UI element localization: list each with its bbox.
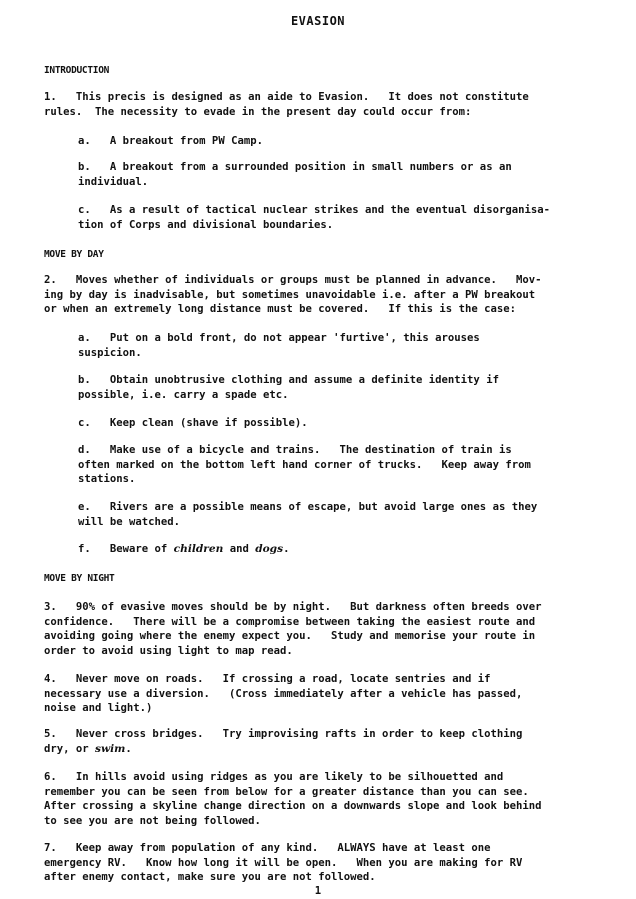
heading-move-by-night: MOVE BY NIGHT: [44, 573, 115, 584]
paragraph-3: 3. 90% of evasive moves should be by night. But darkness often breeds over confidence. There will be a compromise between taking the easiest route and avoiding going where the enemy expect you. Study and memorise your route in order to avoid using light to map read.: [44, 601, 542, 657]
page-title: EVASION: [290, 14, 346, 28]
item-2f: [78, 542, 600, 557]
item-2a: a. Put on a bold front, do not appear 'furtive', this arouses suspicion.: [78, 332, 480, 359]
paragraph-4: 4. Never move on roads. If crossing a road, locate sentries and if necessary use a diversion. (Cross immediately after a vehicle has passed, noise and light.): [44, 673, 523, 715]
paragraph-6: 6. In hills avoid using ridges as you are likely to be silhouetted and remember you can be seen from below for a greater distance than you can see. After crossing a skyline change direction on a downwards slope and look behind to see you are not being followed.: [44, 771, 542, 827]
paragraph-7: 7. Keep away from population of any kind. ALWAYS have at least one emergency RV. Know how long it will be open. When you are making for RV after enemy contact, make sure you are not followed.: [44, 842, 523, 884]
paragraph-5-swim: swim: [95, 742, 126, 755]
item-1c: c. As a result of tactical nuclear strikes and the eventual disorganisa- tion of Corps and divisional boundaries.: [78, 204, 550, 231]
item-2f-children: children: [173, 543, 224, 555]
paragraph-2: 2. Moves whether of individuals or groups must be planned in advance. Mov- ing by day is inadvisable, but sometimes unavoidable i.e. after a PW breakout or when an extremely long distance must be covered. If this is the case:: [44, 274, 542, 316]
paragraph-5-text: 5. Never cross bridges. Try improvising rafts in order to keep clothing dry, or: [44, 728, 523, 755]
paragraph-5: [44, 727, 600, 756]
item-1a: a. A breakout from PW Camp.: [78, 135, 263, 147]
item-2d: d. Make use of a bicycle and trains. The destination of train is often marked on the bottom left hand corner of trucks. Keep away from stations.: [78, 444, 531, 486]
item-2c: c. Keep clean (shave if possible).: [78, 417, 308, 429]
heading-introduction: INTRODUCTION: [44, 65, 110, 76]
item-2b: b. Obtain unobtrusive clothing and assume a definite identity if possible, i.e. carry a spade etc.: [78, 374, 499, 401]
item-2f-prefix: f. Beware of: [78, 543, 174, 555]
paragraph-1: 1. This precis is designed as an aide to Evasion. It does not constitute rules. The necessity to evade in the present day could occur from:: [44, 91, 529, 118]
item-2f-dogs: dogs: [255, 543, 284, 555]
item-2f-and: and: [223, 543, 256, 555]
item-2e: e. Rivers are a possible means of escape, but avoid large ones as they will be watched.: [78, 501, 538, 528]
item-1b: b. A breakout from a surrounded position in small numbers or as an individual.: [78, 161, 512, 188]
heading-move-by-day: MOVE BY DAY: [44, 249, 104, 260]
item-2f-end: .: [283, 543, 290, 555]
paragraph-5-end: .: [125, 742, 132, 755]
page-number: 1: [314, 885, 322, 897]
